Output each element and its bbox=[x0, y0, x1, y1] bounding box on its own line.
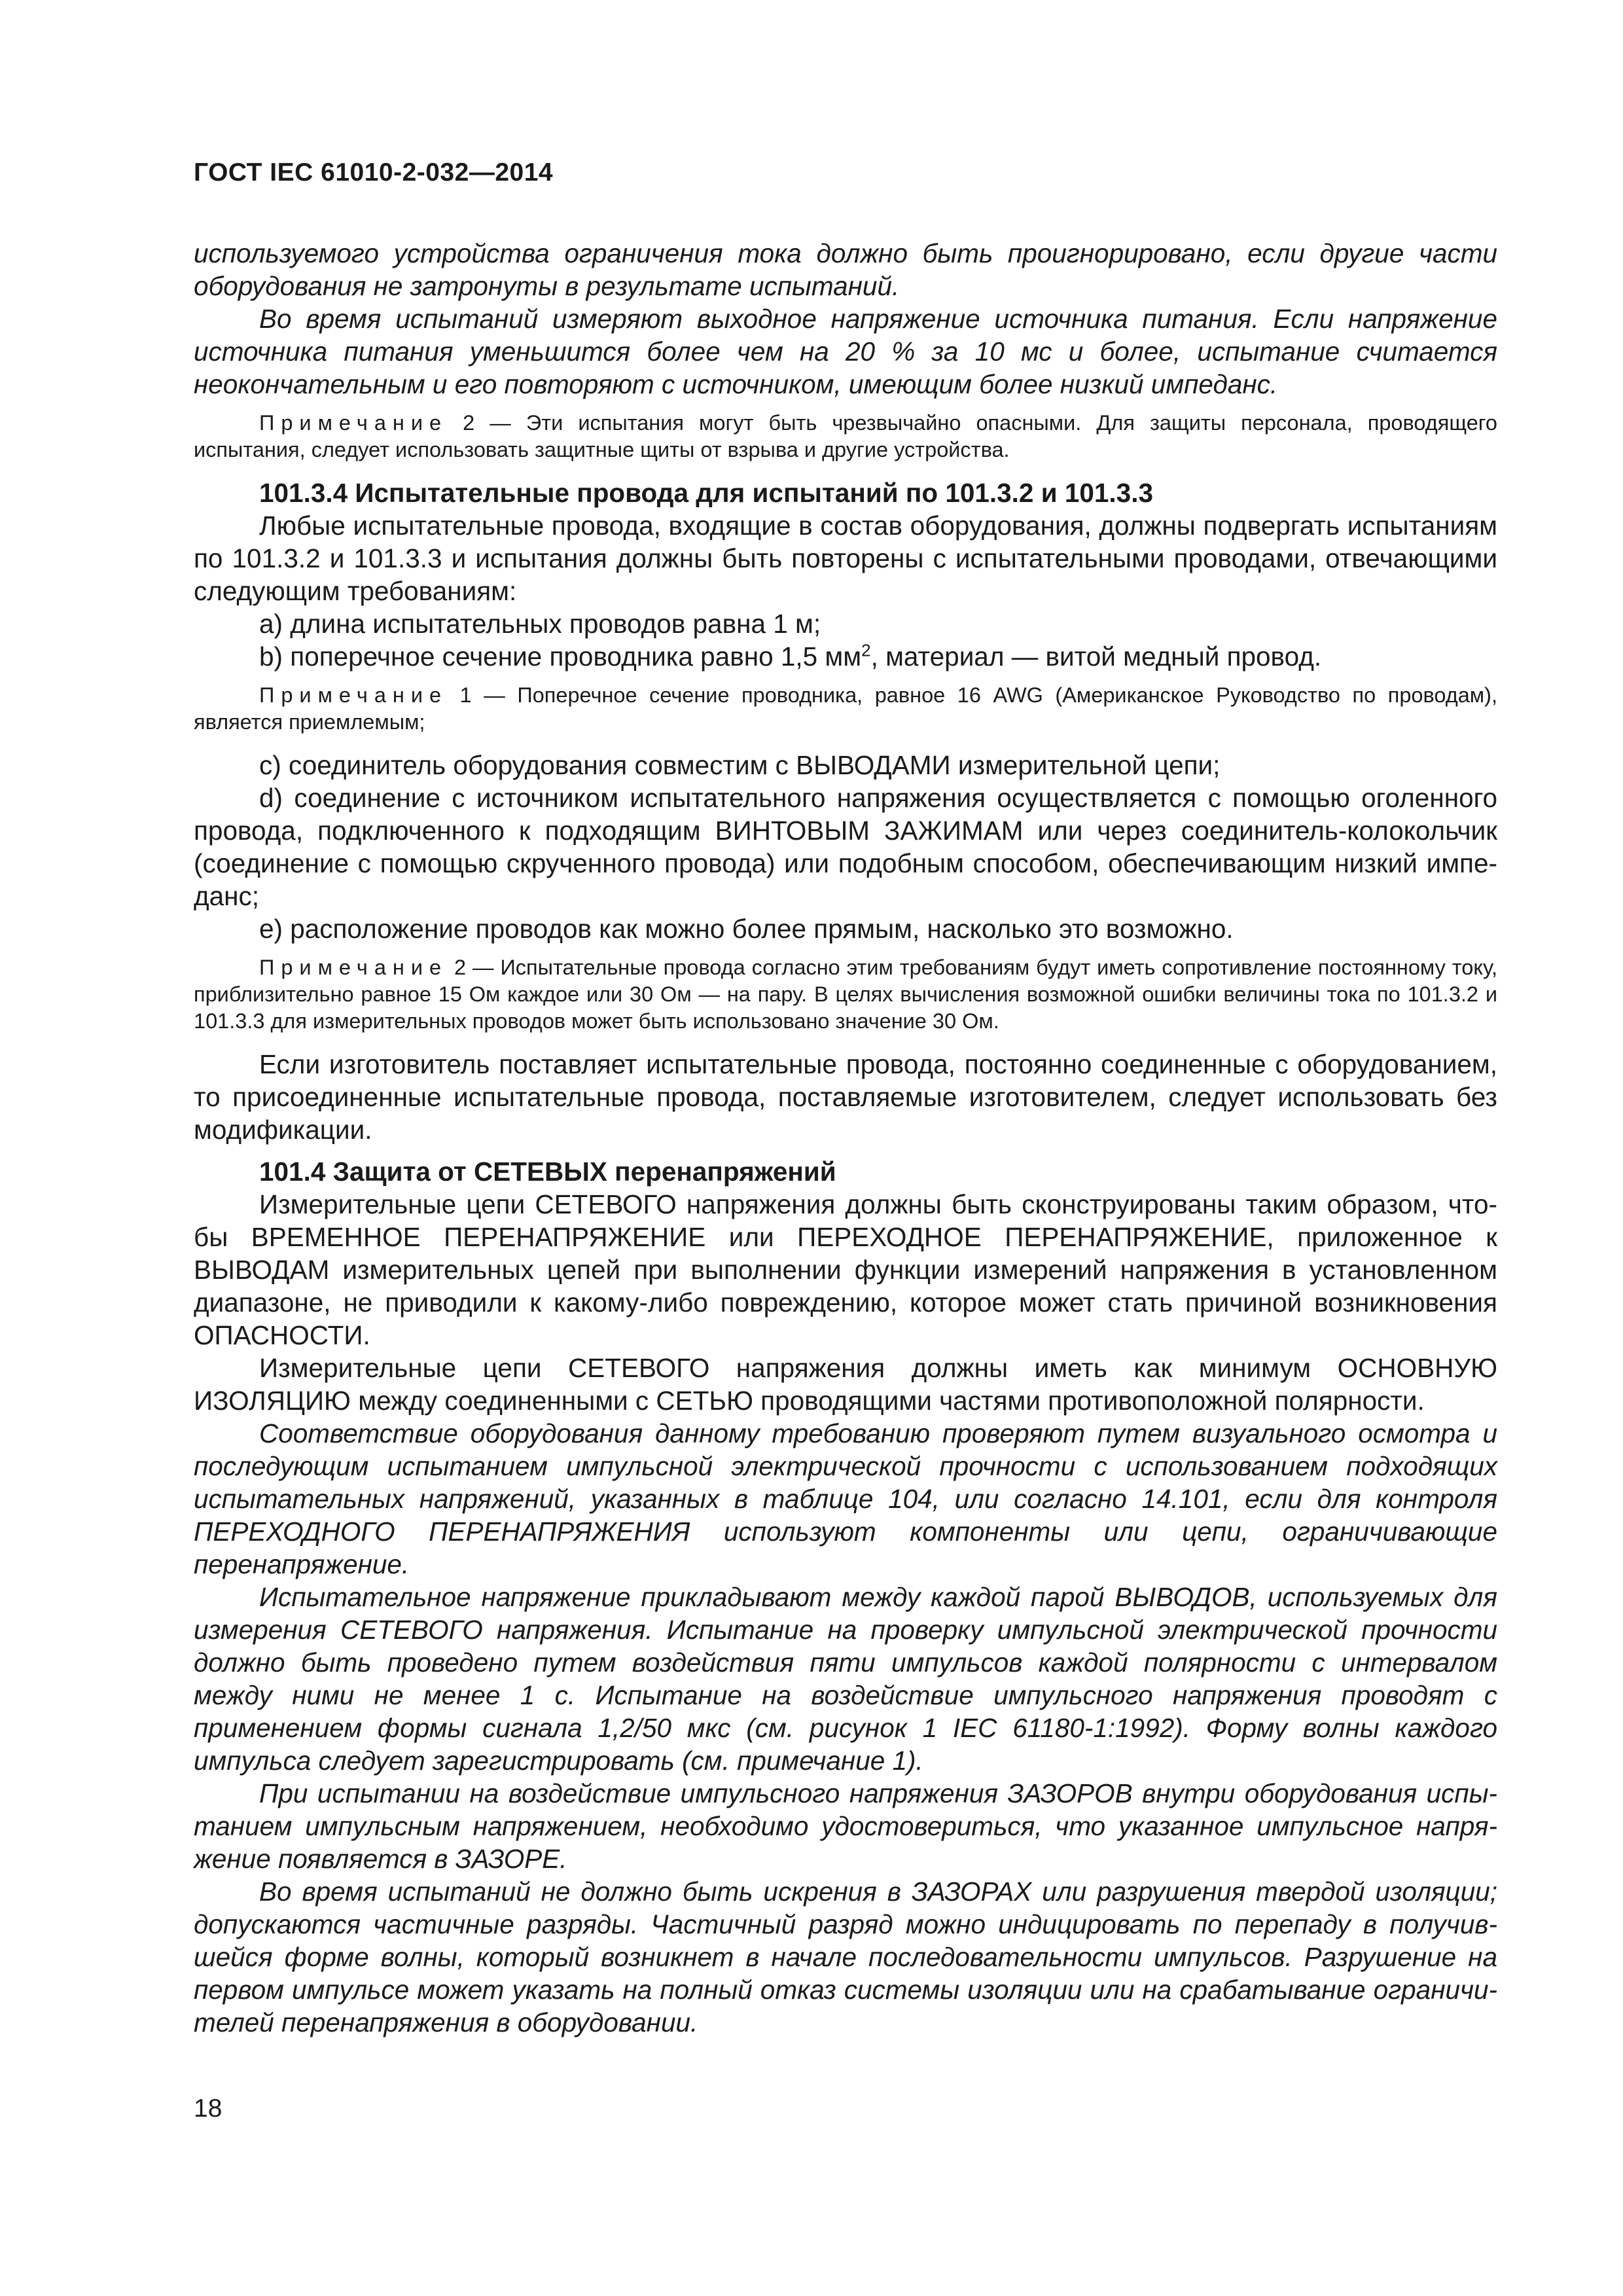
paragraph-clearances: При испытании на воздействие импульсного напряжения ЗАЗОРОВ внутри оборудования испытанием импульсным напряжением, необходимо удостовериться, что указанное импульсное напряжение появляется в ЗАЗОРЕ. bbox=[194, 1778, 1497, 1874]
document-header: ГОСТ IEC 61010-2-032—2014 bbox=[194, 158, 554, 187]
paragraph-voltage-measurement: Во время испытаний измеряют выходное напряжение источника питания. Если напряжение источника питания уменьшится более чем на 20 % за 10 мс и более, испытание считается неокончательным и его повторяют с источником, имеющим более низкий импеданс. bbox=[194, 304, 1497, 399]
paragraph-manufacturer-leads: Если изготовитель поставляет испытательные провода, постоянно соединенные с оборудованием, то присоединенные испытательные провода, поставляемые изготовителем, следует использовать без модификации. bbox=[194, 1049, 1497, 1145]
section-heading-101-4: 101.4 Защита от СЕТЕВЫХ перенапряжений bbox=[259, 1157, 836, 1187]
note-danger bbox=[194, 410, 1497, 463]
note-label: Примечание bbox=[259, 411, 448, 435]
note-awg bbox=[194, 682, 1497, 736]
list-item-e: е) расположение проводов как можно более прямым, насколько это возможно. bbox=[259, 914, 1234, 944]
list-item-b bbox=[194, 640, 1497, 673]
paragraph-sparking: Во время испытаний не должно быть искрения в ЗАЗОРАХ или разрушения твердой изоляции; допускаются частичные разряды. Частичный разряд можно индицировать по перепаду в получившейся форме волны, который возникнет в начале последовательности импульсов. Разрушение на первом импульсе может указать на полный отказ системы изоляции или на срабатывание ограничителей перенапряжения в оборудовании. bbox=[194, 1876, 1497, 2037]
list-item-b-text: b) поперечное сечение проводника равно 1,5 мм bbox=[259, 641, 862, 672]
note-resistance bbox=[194, 954, 1497, 1035]
section-heading-101-3-4: 101.3.4 Испытательные провода для испытаний по 101.3.2 и 101.3.3 bbox=[259, 478, 1153, 508]
paragraph-continuation: используемого устройства ограничения тока должно быть проигнорировано, если другие части оборудования не затронуты в результате испытаний. bbox=[194, 238, 1497, 301]
page-number: 18 bbox=[194, 2094, 223, 2123]
paragraph-test-voltage: Испытательное напряжение прикладывают между каждой парой ВЫВОДОВ, используемых для измерения СЕТЕВОГО напряжения. Испытание на проверку импульсной электрической прочности должно быть проведено путем воздействия пяти импульсов каждой полярности с интервалом между ними не менее 1 с. Испытание на воздействие импульсного напряжения проводят с применением формы сигнала 1,2/50 мкс (см. рисунок 1 IEC 61180-1:1992). Форму волны каждого импульса следует зарегистрировать (см. примечание 1). bbox=[194, 1582, 1497, 1776]
list-item-d: d) соединение с источником испытательного напряжения осуществляется с помощью оголенного провода, подключенного к подходящим ВИНТОВЫМ ЗАЖИМАМ или через соединитель-колокольчик (соединение с помощью скрученного провода) или подобным способом, обеспечивающим низкий импеданс; bbox=[194, 783, 1497, 911]
paragraph-mains-circuits: Измерительные цепи СЕТЕВОГО напряжения должны быть сконструированы таким образом, чтобы ВРЕМЕННОЕ ПЕРЕНАПРЯЖЕНИЕ или ПЕРЕХОДНОЕ ПЕРЕНАПРЯЖЕНИЕ, приложенное к ВЫВОДАМ измерительных цепей при выполнении функции измерений напряжения в установленном диапазоне, не приводили к какому-либо повреждению, которое может стать причиной возникновения ОПАСНОСТИ. bbox=[194, 1189, 1497, 1350]
paragraph-compliance: Соответствие оборудования данному требованию проверяют путем визуального осмотра и последующим испытанием импульсной электрической прочности с использованием подходящих испытательных напряжений, указанных в таблице 104, или согласно 14.101, если для контроля ПЕРЕХОДНОГО ПЕРЕНАПРЯЖЕНИЯ используют компоненты или цепи, ограничивающие перенапряжение. bbox=[194, 1418, 1497, 1579]
note-text: 1 — Поперечное сечение проводника, равное 16 AWG (Американское Руководство по проводам), является приемлемым; bbox=[194, 683, 1497, 734]
note-text: 2 — Эти испытания могут быть чрезвычайно опасными. Для защиты персонала, проводящего испытания, следует использовать защитные щиты от взрыва и другие устройства. bbox=[194, 411, 1497, 461]
note-label: Примечание bbox=[259, 956, 448, 979]
list-item-a: а) длина испытательных проводов равна 1 м; bbox=[259, 609, 821, 639]
note-text: 2 — Испытательные провода согласно этим требованиям будут иметь сопротивление постоянному току, приблизительно равное 15 Ом каждое или 30 Ом — на пару. В целях вычисления возможной ошибки величины тока по 101.3.2 и 101.3.3 для измерительных проводов может быть использовано значение 30 Ом. bbox=[194, 956, 1497, 1033]
page-content bbox=[194, 237, 1497, 2039]
paragraph-basic-insulation: Измерительные цепи СЕТЕВОГО напряжения должны иметь как минимум ОСНОВНУЮ ИЗОЛЯЦИЮ между соединенными с СЕТЬЮ проводящими частями противоположной полярности. bbox=[194, 1353, 1497, 1416]
list-item-c: с) соединитель оборудования совместим с ВЫВОДАМИ измерительной цепи; bbox=[259, 750, 1221, 780]
list-item-b-text-end: , материал — витой медный провод. bbox=[870, 641, 1322, 672]
superscript: 2 bbox=[861, 640, 871, 660]
paragraph-test-leads: Любые испытательные провода, входящие в состав оборудования, должны подвергать испытаниям по 101.3.2 и 101.3.3 и испытания должны быть повторены с испытательными проводами, отвечающими следующим требованиям: bbox=[194, 511, 1497, 606]
note-label: Примечание bbox=[259, 683, 448, 707]
